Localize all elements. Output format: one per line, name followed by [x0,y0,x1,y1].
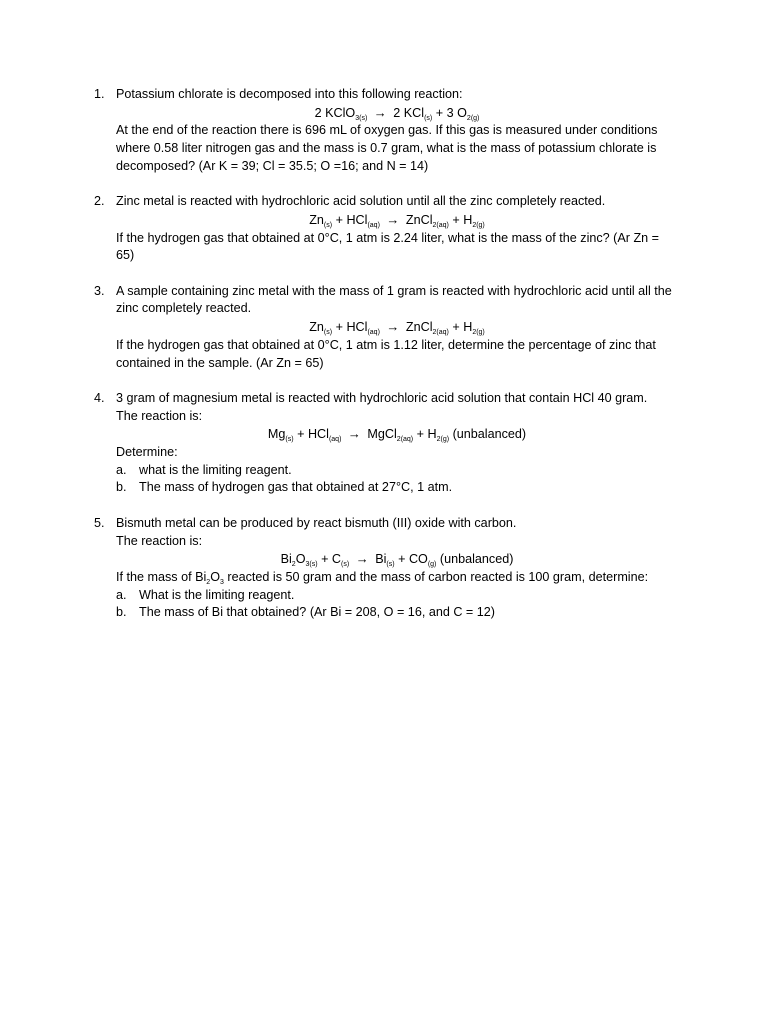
subscript: 2(aq) [396,436,414,444]
reactant: Zn [309,320,324,335]
question-1 [94,86,678,176]
reactant: Zn [309,212,324,227]
subscript: (s) [424,114,433,122]
subscript: (s) [386,561,395,569]
reactant: 2 KClO [314,105,356,120]
subscript: (s) [285,436,294,444]
subscript: (aq) [367,221,380,229]
body-text: reacted is 50 gram and the mass of carbon reacted is 100 gram, determine: [223,569,649,584]
reactant: C [331,552,342,567]
body-text: If the mass of Bi [116,569,207,584]
reaction-arrow-icon: → [355,551,369,567]
option-text: What is the limiting reagent. [139,587,295,602]
product: H [463,320,473,335]
subscript: 3(s) [305,561,318,569]
question-intro: Potassium chlorate is decomposed into this following reaction: [116,87,463,101]
reactant: HCl [346,320,368,335]
option-label: a. [116,462,127,477]
product: Bi [375,552,387,567]
reaction-arrow-icon: → [347,426,361,442]
question-3 [94,283,678,373]
subscript: 2(g) [466,114,480,122]
question-intro: 3 gram of magnesium metal is reacted with hydrochloric acid solution that contain HCl 40 gram. [116,390,648,405]
reactant: O [295,552,306,567]
subscript: 2(g) [436,436,450,444]
determine-label: Determine: [116,445,178,460]
question-intro: Bismuth metal can be produced by react bismuth (III) oxide with carbon. [116,515,517,530]
question-number: 4. [94,390,105,405]
product: 3 O [446,105,467,120]
subscript: 2(aq) [432,221,449,229]
plus-sign: + [335,212,343,227]
unbalanced-note: (unbalanced) [452,427,527,442]
subscript: (s) [323,329,333,337]
question-body: At the end of the reaction there is 696 mL of oxygen gas. If this gas is measured under conditions where 0.58 liter nitrogen gas and the mass is 0.7 gram, what is the mass of potassium chlorate is decomposed? (Ar K = 39; Cl = 35.5; O =16; and N = 14) [116,123,658,173]
option-text: The mass of hydrogen gas that obtained at 27°C, 1 atm. [139,480,453,495]
product: CO [408,552,428,567]
reaction-equation [116,211,678,230]
product: MgCl [367,427,397,442]
plus-sign: + [416,427,424,442]
subscript: 2(g) [472,329,485,337]
reaction-arrow-icon: → [386,211,400,227]
plus-sign: + [452,320,460,335]
question-body: If the hydrogen gas that obtained at 0°C, 1 atm is 2.24 liter, what is the mass of the zinc? (Ar Zn = 65) [116,230,660,263]
subscript: 2(aq) [432,329,449,337]
reaction-equation [116,318,678,337]
product: ZnCl [405,320,433,335]
subscript: (g) [427,561,437,569]
subscript: (aq) [367,329,380,337]
option-label: a. [116,587,127,602]
option-b [116,479,678,497]
plus-sign: + [452,212,460,227]
product: 2 KCl [393,105,425,120]
product: H [463,212,473,227]
reactant: Mg [267,427,286,442]
plus-sign: + [435,105,444,120]
question-4 [94,390,678,497]
option-label: b. [116,480,127,495]
plus-sign: + [398,552,406,567]
subscript: 3 [220,578,224,586]
option-a [116,587,678,605]
reaction-arrow-icon: → [373,104,387,120]
reaction-equation [116,104,678,123]
unbalanced-note: (unbalanced) [439,552,514,567]
subscript: (aq) [328,436,342,444]
reactant: HCl [307,427,329,442]
option-a [116,462,678,480]
subscript: 2 [206,578,211,586]
reaction-arrow-icon: → [386,319,400,335]
subscript: 2 [291,561,296,569]
question-5 [94,515,678,622]
question-body [116,569,678,587]
option-text: what is the limiting reagent. [139,462,292,477]
plus-sign: + [321,552,329,567]
subscript: (s) [323,221,333,229]
question-intro: A sample containing zinc metal with the mass of 1 gram is reacted with hydrochloric acid until all the zinc completely reacted. [116,283,672,316]
plus-sign: + [297,427,305,442]
question-number: 2. [94,194,105,209]
reaction-label: The reaction is: [116,533,203,548]
reactant: Bi [280,552,292,567]
subscript: (s) [341,561,350,569]
body-text: O [210,569,220,584]
option-b [116,604,678,622]
question-number: 5. [94,515,105,530]
reaction-equation [116,550,678,569]
product: H [427,427,437,442]
question-body: If the hydrogen gas that obtained at 0°C, 1 atm is 1.12 liter, determine the percentage of zinc that contained in the sample. (Ar Zn = 65) [116,337,656,370]
reaction-label: The reaction is: [116,408,203,423]
reactant: HCl [346,212,368,227]
subscript: 2(g) [472,221,485,229]
subscript: 3(s) [355,114,368,122]
reaction-equation [116,425,678,444]
option-label: b. [116,605,127,620]
plus-sign: + [335,320,343,335]
question-list [94,86,678,640]
question-intro: Zinc metal is reacted with hydrochloric acid solution until all the zinc completely reacted. [116,194,606,209]
question-number: 3. [94,283,105,298]
question-2 [94,193,678,265]
product: ZnCl [405,212,433,227]
option-text: The mass of Bi that obtained? (Ar Bi = 208, O = 16, and C = 12) [139,605,495,620]
question-number: 1. [94,87,105,101]
